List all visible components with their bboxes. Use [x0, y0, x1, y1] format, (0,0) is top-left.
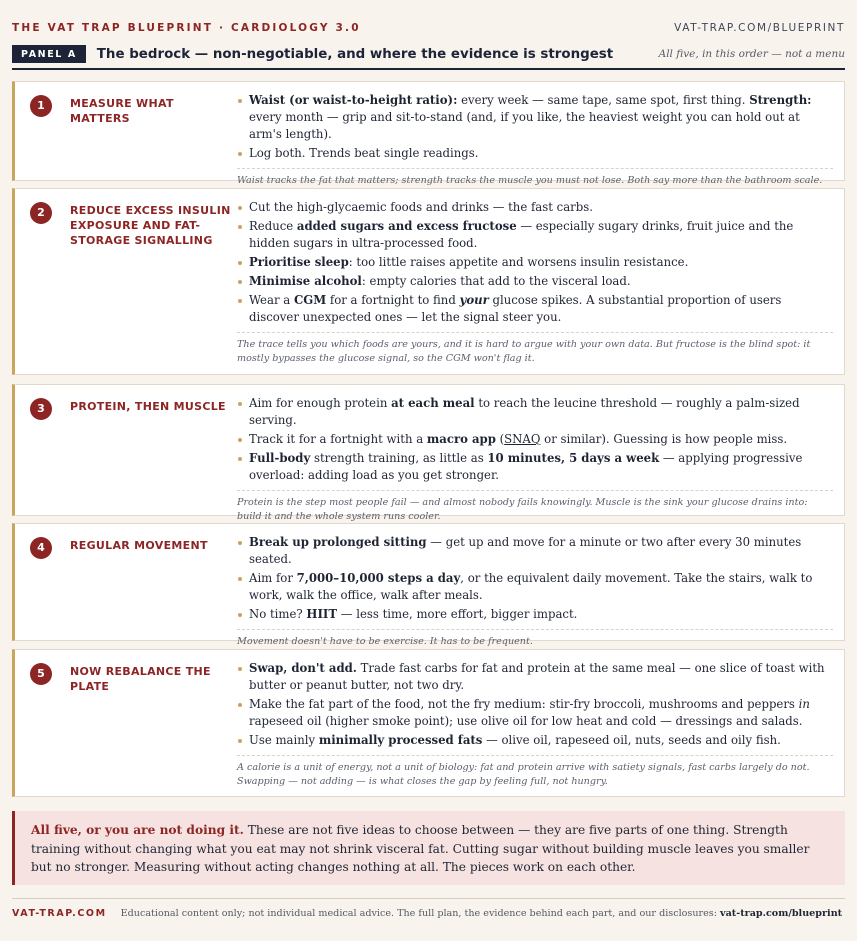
bullet-text: : empty calories that add to the visceral load. — [361, 274, 631, 288]
bullet-list — [237, 92, 833, 162]
step-body — [237, 395, 833, 523]
bullet-text: — less time, more effort, bigger impact. — [337, 607, 578, 621]
bullet-item — [237, 431, 833, 448]
bullet-item — [237, 92, 833, 143]
bullet-item — [237, 696, 833, 730]
bullet-text: , or the equivalent daily movement. Take the stairs, walk to work, walk the office, walk after meals. — [249, 571, 813, 602]
bullet-item — [237, 450, 833, 484]
bullet-text: Aim for — [249, 571, 297, 585]
bullet-text: Full-body — [249, 451, 311, 465]
bullet-text: Break up prolonged sitting — [249, 535, 427, 549]
step-note: Movement doesn't have to be exercise. It has to be frequent. — [237, 629, 833, 649]
panel-badge: PANEL A — [12, 45, 86, 63]
top-bar — [12, 22, 845, 34]
bullet-text: glucose spikes. A substantial proportion of users discover unexpected ones — let the signal steer you. — [249, 293, 782, 324]
bullet-text: Wear a — [249, 293, 294, 307]
bullet-item — [237, 199, 833, 216]
callout-box — [12, 811, 845, 885]
bullet-item — [237, 254, 833, 271]
bullet-item — [237, 534, 833, 568]
bullet-text: — especially sugary drinks, fruit juice and the hidden sugars in ultra-processed food. — [249, 219, 794, 250]
bullet-text: CGM — [293, 293, 327, 307]
step-number-badge: 1 — [30, 95, 52, 117]
step-number-badge: 5 — [30, 663, 52, 685]
bullet-text: Prioritise sleep — [249, 255, 349, 269]
step-body — [237, 199, 833, 365]
bullet-text: Strength: — [749, 93, 812, 107]
bullet-text: every week — same tape, same spot, first thing. — [457, 93, 750, 107]
panel-header — [12, 44, 845, 70]
bullet-item — [237, 570, 833, 604]
bullet-item — [237, 606, 833, 623]
step-body — [237, 660, 833, 788]
step-card-3 — [12, 384, 845, 522]
footer-brand[interactable]: VAT-TRAP.COM — [12, 908, 107, 919]
step-card-2 — [12, 188, 845, 375]
bullet-list — [237, 199, 833, 326]
bullet-text: Use mainly — [249, 733, 319, 747]
bullet-text: macro app — [426, 432, 496, 446]
panel-note: All five, in this order — not a menu — [658, 48, 845, 60]
step-title: REDUCE EXCESS INSULIN EXPOSURE AND FAT-STORAGE SIGNALLING — [70, 204, 231, 247]
bullet-text: Aim for enough protein — [249, 396, 392, 410]
bullet-text: — get up and move for a minute or two after every 30 minutes seated. — [249, 535, 802, 566]
bullet-list — [237, 660, 833, 749]
bullet-text: in — [798, 697, 810, 711]
bullet-text: Cut the high-glycaemic foods and drinks — the fast carbs. — [249, 200, 593, 214]
bullet-list — [237, 395, 833, 484]
bullet-text: 7,000–10,000 steps a day — [296, 571, 461, 585]
bullet-list — [237, 534, 833, 623]
bullet-text: or similar). Guessing is how people miss. — [540, 432, 788, 446]
bullet-item — [237, 145, 833, 162]
bullet-text: rapeseed oil (higher smoke point); use olive oil for low heat and cold — dressings and salads. — [249, 714, 803, 728]
bullet-item — [237, 732, 833, 749]
step-card-1 — [12, 81, 845, 186]
bullet-item — [237, 292, 833, 326]
step-title: PROTEIN, THEN MUSCLE — [70, 400, 226, 413]
footer — [12, 898, 845, 919]
bullet-text: Minimise alcohol — [249, 274, 362, 288]
bullet-text: Reduce — [249, 219, 297, 233]
step-note: A calorie is a unit of energy, not a unit of biology: fat and protein arrive with satiety signals, fast carbs largely do not. Swapping — not adding — is what closes the gap by feeling full, not hungry. — [237, 755, 833, 788]
bullet-text: strength training, as little as — [310, 451, 488, 465]
bullet-text: added sugars and excess fructose — [296, 219, 517, 233]
step-title: REGULAR MOVEMENT — [70, 539, 208, 552]
step-title: MEASURE WHAT MATTERS — [70, 97, 174, 125]
bullet-text: Log both. Trends beat single readings. — [249, 146, 479, 160]
bullet-item — [237, 273, 833, 290]
step-number-badge: 3 — [30, 398, 52, 420]
bullet-text: Track it for a fortnight with a — [249, 432, 427, 446]
bullet-text: No time? — [249, 607, 307, 621]
bullet-item — [237, 395, 833, 429]
bullet-text: : too little raises appetite and worsens insulin resistance. — [348, 255, 689, 269]
bullet-text: 10 minutes, 5 days a week — [487, 451, 660, 465]
bullet-item — [237, 218, 833, 252]
bullet-text: your — [459, 293, 489, 307]
bullet-text: Make the fat part of the food, not the fry medium: stir-fry broccoli, mushrooms and peppers — [249, 697, 799, 711]
callout-text: These are not five ideas to choose between — they are five parts of one thing. Strength training without changing what you eat may not shrink visceral fat. Cutting sugar without building muscle leaves you smaller but no stronger. Measuring without acting changes nothing at all. The pieces work on each other. — [31, 823, 810, 874]
bullet-text: ( — [495, 432, 505, 446]
bullet-text: Swap, don't add. — [249, 661, 357, 675]
brand-url[interactable]: VAT-TRAP.COM/BLUEPRINT — [674, 22, 845, 34]
step-body — [237, 534, 833, 649]
step-card-4 — [12, 523, 845, 647]
bullet-text: HIIT — [306, 607, 338, 621]
footer-disclaimer: Educational content only; not individual medical advice. The full plan, the evidence behind each part, and our disclosures: — [120, 908, 720, 919]
bullet-item — [237, 660, 833, 694]
bullet-text: Trade fast carbs for fat and protein at the same meal — one slice of toast with butter or peanut butter, not two dry. — [249, 661, 825, 692]
step-note: Waist tracks the fat that matters; strength tracks the muscle you must not lose. Both say more than the bathroom scale. — [237, 168, 833, 188]
step-note: The trace tells you which foods are yours, and it is hard to argue with your own data. But fructose is the blind spot: it mostly bypasses the glucose signal, so the CGM won't flag it. — [237, 332, 833, 365]
footer-link[interactable]: vat-trap.com/blueprint — [720, 908, 843, 919]
step-number-badge: 4 — [30, 537, 52, 559]
bullet-text: — applying progressive overload: adding load as you get stronger. — [249, 451, 803, 482]
link-text[interactable]: SNAQ — [504, 432, 541, 446]
step-card-5 — [12, 649, 845, 797]
brand-title: THE VAT TRAP BLUEPRINT · CARDIOLOGY 3.0 — [12, 22, 361, 34]
bullet-text: every month — grip and sit-to-stand (and, if you like, the heaviest weight you can hold out at arm's length). — [249, 110, 800, 141]
footer-text — [121, 908, 842, 919]
step-body — [237, 92, 833, 188]
bullet-text: Waist (or waist-to-height ratio): — [249, 93, 458, 107]
panel-title: The bedrock — non-negotiable, and where the evidence is strongest — [96, 46, 614, 62]
bullet-text: minimally processed fats — [318, 733, 483, 747]
step-note: Protein is the step most people fail — and almost nobody fails knowingly. Muscle is the sink your glucose drains into: build it and the whole system runs cooler. — [237, 490, 833, 523]
bullet-text: to reach the leucine threshold — roughly a palm-sized serving. — [249, 396, 800, 427]
bullet-text: — olive oil, rapeseed oil, nuts, seeds and oily fish. — [482, 733, 781, 747]
step-number-badge: 2 — [30, 202, 52, 224]
bullet-text: for a fortnight to find — [326, 293, 460, 307]
bullet-text: at each meal — [391, 396, 475, 410]
callout-lead: All five, or you are not doing it. — [31, 823, 244, 837]
step-title: NOW REBALANCE THE PLATE — [70, 665, 211, 693]
